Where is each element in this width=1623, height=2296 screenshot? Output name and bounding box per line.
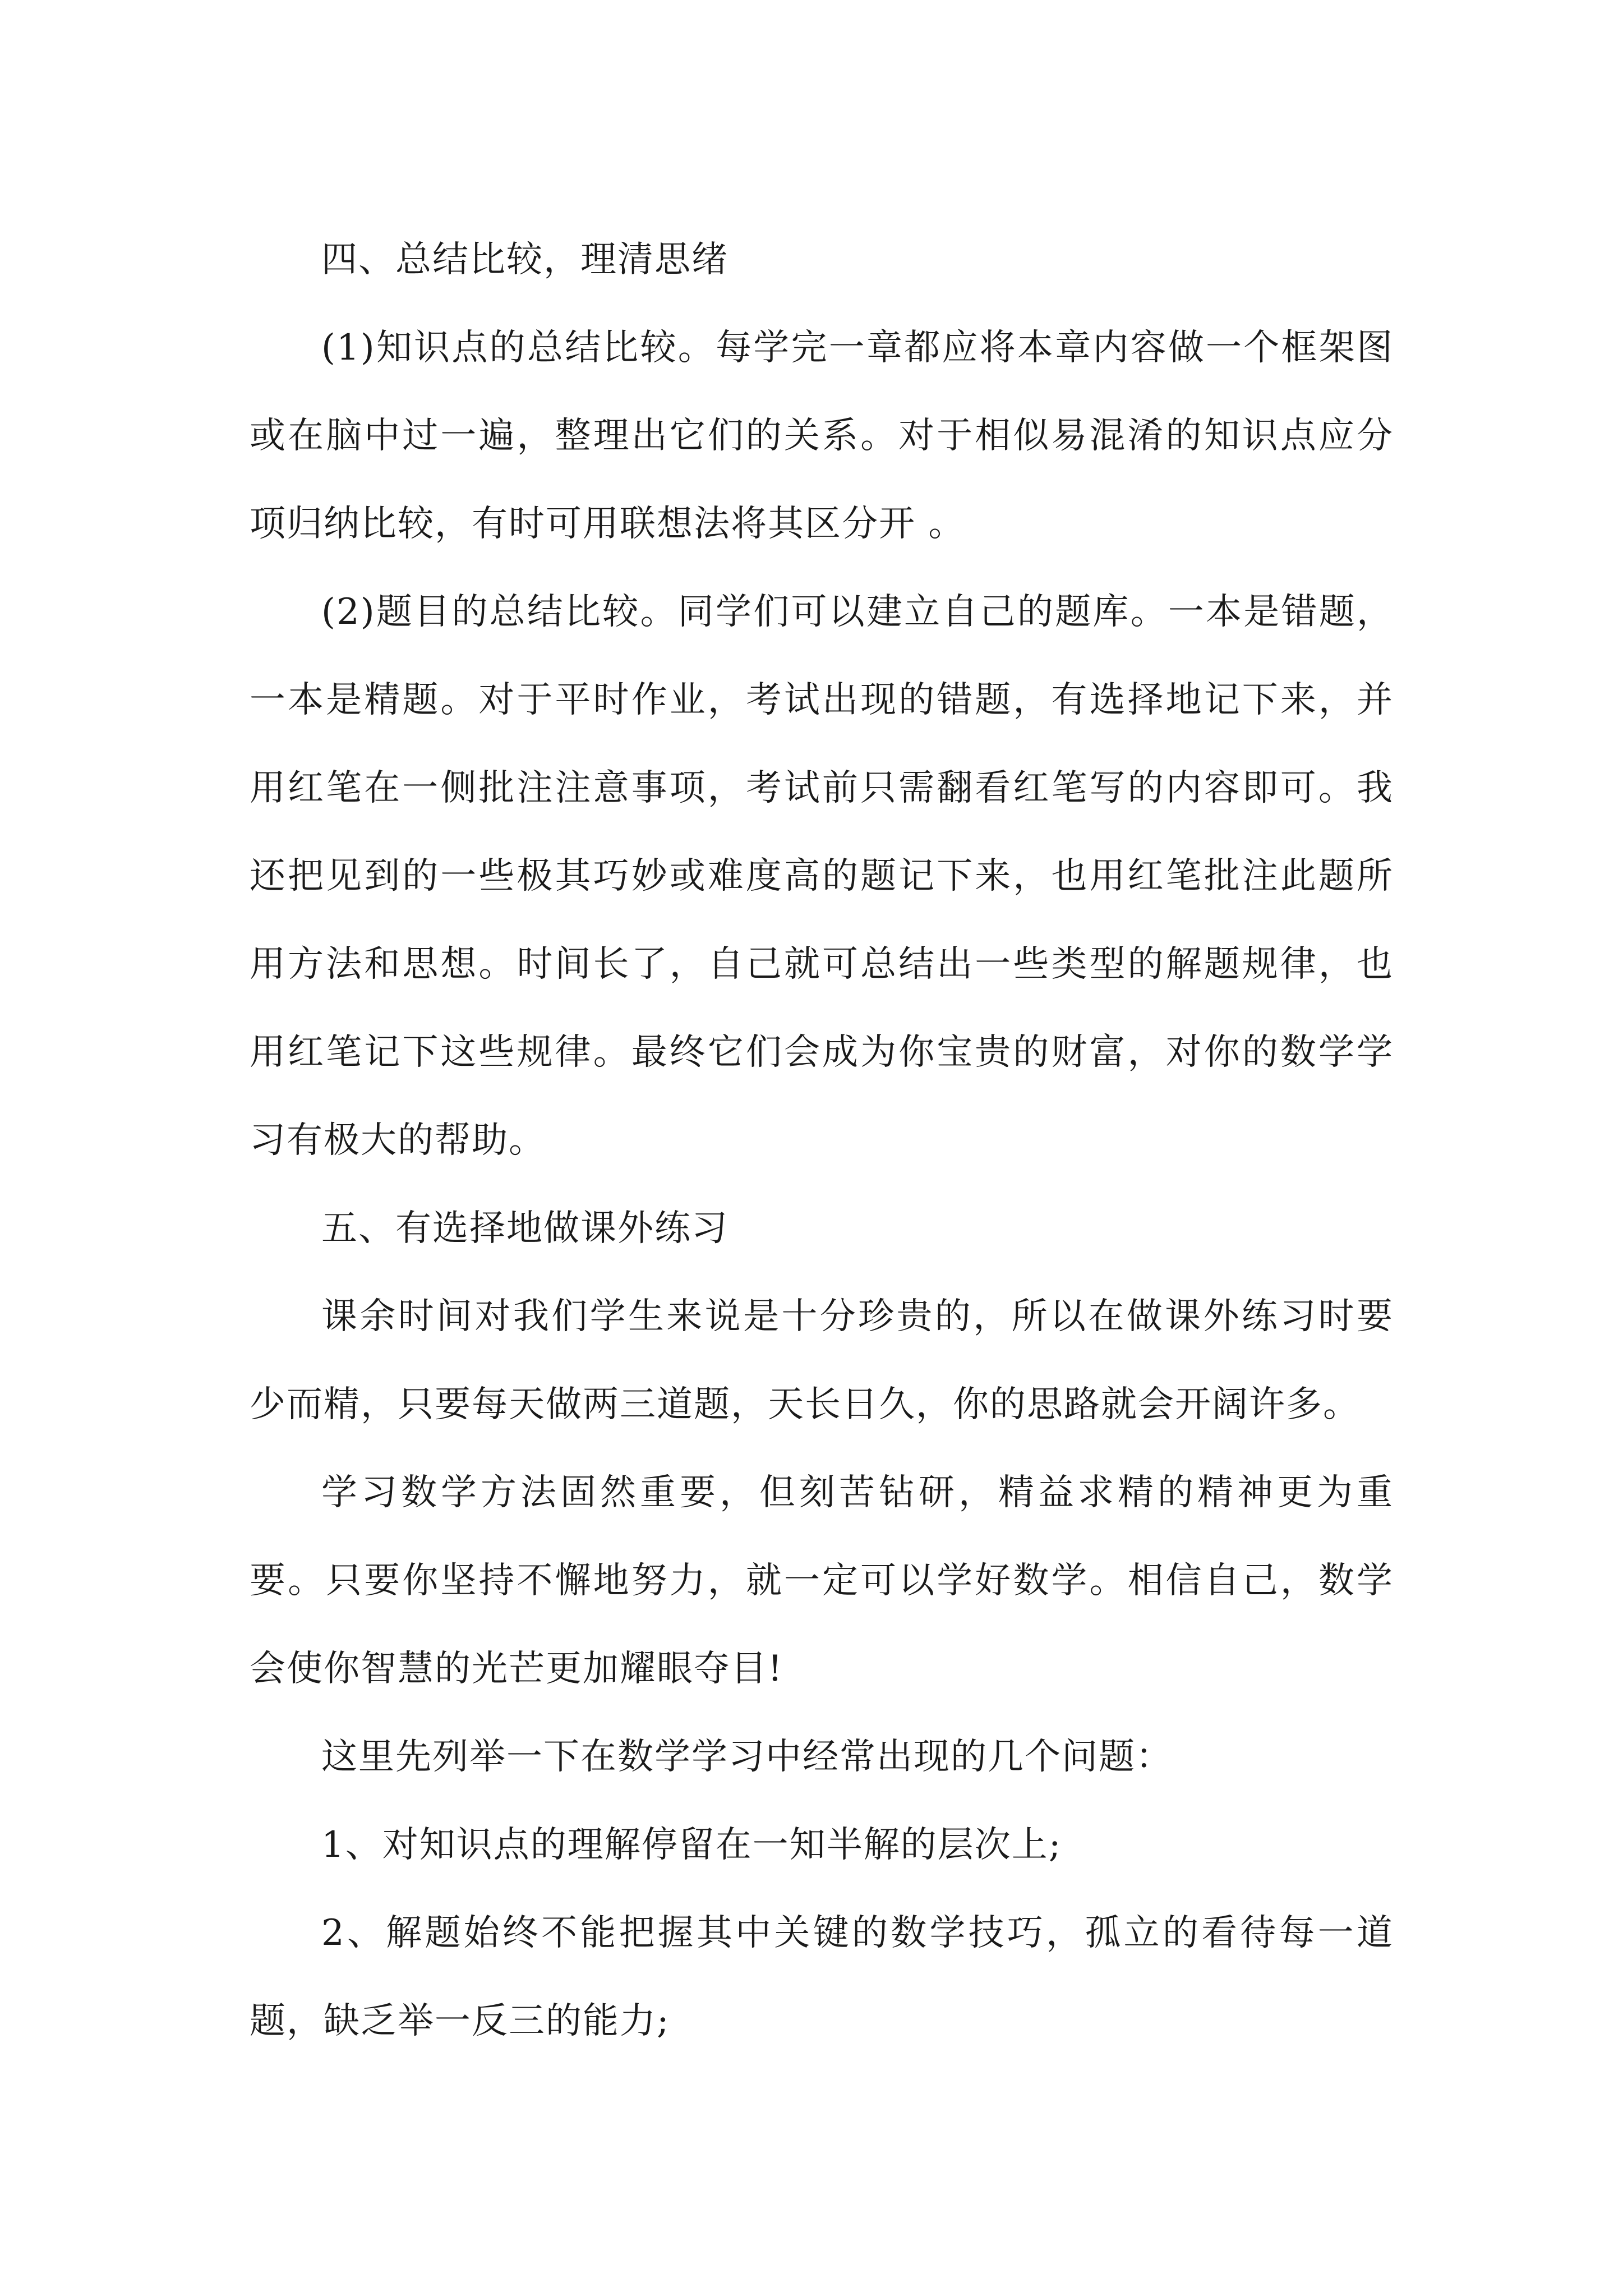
paragraph-problem-summary: (2)题目的总结比较。同学们可以建立自己的题库。一本是错题，一本是精题。对于平时作业，考试出现的错题，有选择地记下来，并用红笔在一侧批注注意事项，考试前只需翻看红笔写的内容即可。我还把见到的一些极其巧妙或难度高的题记下来，也用红笔批注此题所用方法和思想。时间长了，自己就可总结出一些类型的解题规律，也用红笔记下这些规律。最终它们会成为你宝贵的财富，对你的数学学习有极大的帮助。 (250, 591, 1394, 1161)
paragraph-knowledge-summary: (1)知识点的总结比较。每学完一章都应将本章内容做一个框架图或在脑中过一遍，整理出它们的关系。对于相似易混淆的知识点应分项归纳比较，有时可用联想法将其区分开 。 (250, 327, 1394, 545)
list-item-problem-2: 2、解题始终不能把握其中关键的数学技巧，孤立的看待每一道题，缺乏举一反三的能力; (250, 1912, 1394, 2042)
section-heading-exercises: 五、有选择地做课外练习 (321, 1208, 728, 1249)
paragraph-problems-intro: 这里先列举一下在数学学习中经常出现的几个问题： (321, 1736, 1173, 1778)
list-item-problem-1: 1、对知识点的理解停留在一知半解的层次上; (321, 1824, 1062, 1866)
paragraph-perseverance: 学习数学方法固然重要，但刻苦钻研，精益求精的精神更为重要。只要你坚持不懈地努力，就一定可以学好数学。相信自己，数学会使你智慧的光芒更加耀眼夺目! (250, 1472, 1394, 1690)
paragraph-exercises: 课余时间对我们学生来说是十分珍贵的，所以在做课外练习时要少而精，只要每天做两三道题，天长日久，你的思路就会开阔许多。 (250, 1296, 1394, 1425)
section-heading-summary: 四、总结比较，理清思绪 (321, 239, 728, 280)
document-body (250, 216, 1394, 2065)
